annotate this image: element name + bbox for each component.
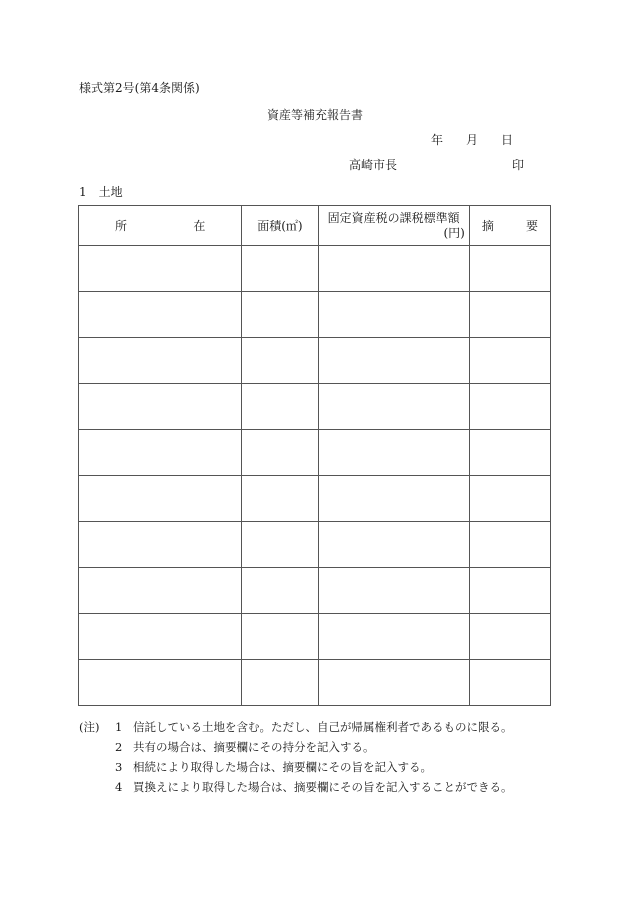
remarks-cell[interactable] <box>469 660 550 706</box>
area-cell[interactable] <box>242 614 318 660</box>
table-row <box>79 660 551 706</box>
land-table <box>78 205 551 706</box>
area-cell[interactable] <box>242 246 318 292</box>
valuation-cell[interactable] <box>318 568 469 614</box>
location-cell[interactable] <box>79 384 242 430</box>
valuation-cell[interactable] <box>318 246 469 292</box>
location-cell[interactable] <box>79 568 242 614</box>
remarks-cell[interactable] <box>469 338 550 384</box>
form-number: 様式第2号(第4条関係) <box>79 81 200 95</box>
date-year: 年 <box>431 133 444 147</box>
remarks-cell[interactable] <box>469 476 550 522</box>
remarks-cell[interactable] <box>469 292 550 338</box>
valuation-cell[interactable] <box>318 384 469 430</box>
table-row <box>79 246 551 292</box>
area-cell[interactable] <box>242 292 318 338</box>
table-row <box>79 522 551 568</box>
table-row <box>79 430 551 476</box>
valuation-cell[interactable] <box>318 338 469 384</box>
note-item: 4 買換えにより取得した場合は、摘要欄にその旨を記入することができる。 <box>115 780 513 794</box>
date-day: 日 <box>501 133 514 147</box>
addressee: 高崎市長 <box>349 158 398 172</box>
table-row <box>79 614 551 660</box>
column-valuation: 固定資産税の課税標準額 (円) <box>318 206 469 246</box>
remarks-cell[interactable] <box>469 246 550 292</box>
column-remarks: 摘 要 <box>469 206 550 246</box>
valuation-cell[interactable] <box>318 614 469 660</box>
seal-mark: 印 <box>512 158 525 172</box>
location-cell[interactable] <box>79 660 242 706</box>
column-location: 所 在 <box>79 206 242 246</box>
document-title: 資産等補充報告書 <box>266 108 363 122</box>
remarks-cell[interactable] <box>469 430 550 476</box>
location-cell[interactable] <box>79 614 242 660</box>
table-row <box>79 338 551 384</box>
date-month: 月 <box>466 133 479 147</box>
area-cell[interactable] <box>242 430 318 476</box>
location-cell[interactable] <box>79 522 242 568</box>
table-header-row <box>79 206 551 246</box>
area-cell[interactable] <box>242 568 318 614</box>
date-line <box>431 131 513 148</box>
note-item: 3 相続により取得した場合は、摘要欄にその旨を記入する。 <box>115 760 432 774</box>
area-cell[interactable] <box>242 522 318 568</box>
column-area: 面積(㎡) <box>242 206 318 246</box>
note-item: (注) 1 信託している土地を含む。ただし、自己が帰属権利者であるものに限る。 <box>79 719 513 739</box>
valuation-cell[interactable] <box>318 660 469 706</box>
table-row <box>79 568 551 614</box>
location-cell[interactable] <box>79 430 242 476</box>
area-cell[interactable] <box>242 476 318 522</box>
valuation-cell[interactable] <box>318 522 469 568</box>
remarks-cell[interactable] <box>469 384 550 430</box>
location-cell[interactable] <box>79 338 242 384</box>
notes <box>79 719 513 799</box>
area-cell[interactable] <box>242 384 318 430</box>
location-cell[interactable] <box>79 476 242 522</box>
valuation-cell[interactable] <box>318 476 469 522</box>
remarks-cell[interactable] <box>469 522 550 568</box>
note-item: 2 共有の場合は、摘要欄にその持分を記入する。 <box>115 740 375 754</box>
table-row <box>79 292 551 338</box>
table-row <box>79 384 551 430</box>
location-cell[interactable] <box>79 246 242 292</box>
table-row <box>79 476 551 522</box>
valuation-cell[interactable] <box>318 430 469 476</box>
area-cell[interactable] <box>242 338 318 384</box>
remarks-cell[interactable] <box>469 568 550 614</box>
location-cell[interactable] <box>79 292 242 338</box>
valuation-cell[interactable] <box>318 292 469 338</box>
section-heading: 1 土地 <box>79 185 123 199</box>
remarks-cell[interactable] <box>469 614 550 660</box>
area-cell[interactable] <box>242 660 318 706</box>
notes-prefix: (注) <box>79 720 100 734</box>
